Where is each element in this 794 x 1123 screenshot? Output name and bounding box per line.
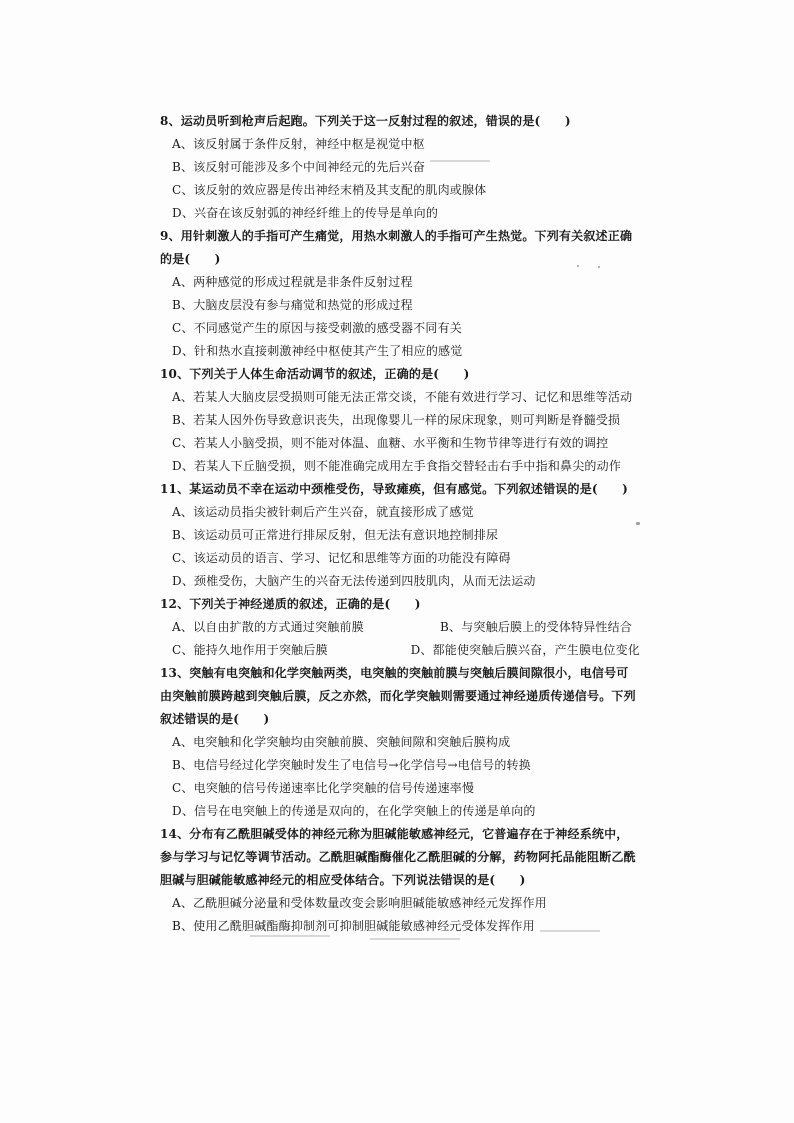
scan-smudge	[540, 930, 600, 932]
option-c: C、能持久地作用于突触后膜	[172, 643, 328, 657]
question-12	[160, 593, 640, 662]
scan-smudge	[250, 935, 330, 937]
question-9	[160, 225, 640, 363]
option-d: D、若某人下丘脑受损，则不能准确完成用左手食指交替轻击右手中指和鼻尖的动作	[172, 459, 622, 473]
question-13	[160, 662, 640, 823]
option-b: B、与突触后膜上的受体特异性结合	[440, 620, 633, 634]
question-stem: 8、运动员听到枪声后起跑。下列关于这一反射过程的叙述，错误的是( )	[160, 114, 571, 128]
option-a: A、乙酰胆碱分泌量和受体数量改变会影响胆碱能敏感神经元发挥作用	[172, 896, 547, 910]
option-c: C、该反射的效应器是传出神经末梢及其支配的肌肉或腺体	[172, 183, 487, 197]
scan-speck	[598, 266, 600, 268]
option-a: A、若某人大脑皮层受损则可能无法正常交谈，不能有效进行学习、记忆和思维等活动	[172, 390, 633, 404]
option-row	[160, 639, 640, 662]
scan-smudge	[430, 160, 490, 162]
option-c: C、电突触的信号传递速率比化学突触的信号传递速率慢	[172, 781, 475, 795]
option-d: D、颈椎受伤，大脑产生的兴奋无法传递到四肢肌肉，从而无法运动	[172, 574, 536, 588]
option-c: C、若某人小脑受损，则不能对体温、血糖、水平衡和生物节律等进行有效的调控	[172, 436, 609, 450]
option-b: B、使用乙酰胆碱酯酶抑制剂可抑制胆碱能敏感神经元受体发挥作用	[172, 919, 535, 933]
option-a: A、该运动员指尖被针刺后产生兴奋，就直接形成了感觉	[172, 505, 474, 519]
question-stem: 13、突触有电突触和化学突触两类，电突触的突触前膜与突触后膜间隙很小，电信号可由突触前膜跨越到突触后膜，反之亦然，而化学突触则需要通过神经递质传递信号。下列叙述错误的是( )	[160, 666, 636, 726]
question-list	[160, 110, 640, 938]
option-b: B、大脑皮层没有参与痛觉和热觉的形成过程	[172, 298, 413, 312]
option-d: D、信号在电突触上的传递是双向的，在化学突触上的传递是单向的	[172, 804, 536, 818]
option-b: B、该反射可能涉及多个中间神经元的先后兴奋	[172, 160, 426, 174]
question-stem: 14、分布有乙酰胆碱受体的神经元称为胆碱能敏感神经元，它普遍存在于神经系统中，参与学习与记忆等调节活动。乙酰胆碱酯酶催化乙酰胆碱的分解，药物阿托品能阻断乙酰胆碱与胆碱能敏感神经元的相应受体结合。下列说法错误的是( )	[160, 827, 636, 887]
option-b: B、电信号经过化学突触时发生了电信号→化学信号→电信号的转换	[172, 758, 531, 772]
question-8	[160, 110, 640, 225]
option-d: D、针和热水直接刺激神经中枢使其产生了相应的感觉	[172, 344, 463, 358]
question-14	[160, 823, 640, 938]
option-b: B、该运动员可正常进行排尿反射，但无法有意识地控制排尿	[172, 528, 499, 542]
option-a: A、电突触和化学突触均由突触前膜、突触间隙和突触后膜构成	[172, 735, 511, 749]
option-row	[160, 616, 640, 639]
option-d: D、兴奋在该反射弧的神经纤维上的传导是单向的	[172, 206, 439, 220]
option-d: D、都能使突触后膜兴奋，产生膜电位变化	[410, 643, 640, 657]
option-b: B、若某人因外伤导致意识丧失，出现像婴儿一样的尿床现象，则可判断是脊髓受损	[172, 413, 621, 427]
scan-smudge	[370, 938, 460, 940]
question-stem: 9、用针刺激人的手指可产生痛觉，用热水刺激人的手指可产生热觉。下列有关叙述正确的是( )	[160, 229, 633, 266]
option-a: A、该反射属于条件反射，神经中枢是视觉中枢	[172, 137, 425, 151]
question-stem: 12、下列关于神经递质的叙述，正确的是( )	[160, 597, 421, 611]
option-c: C、不同感觉产生的原因与接受刺激的感受器不同有关	[172, 321, 462, 335]
scan-speck	[577, 265, 579, 267]
question-10	[160, 363, 640, 478]
question-stem: 11、某运动员不幸在运动中颈椎受伤，导致瘫痪，但有感觉。下列叙述错误的是( )	[160, 482, 629, 496]
question-11	[160, 478, 640, 593]
scan-speck	[636, 522, 640, 525]
option-a: A、以自由扩散的方式通过突触前膜	[172, 620, 364, 634]
option-a: A、两种感觉的形成过程就是非条件反射过程	[172, 275, 413, 289]
question-stem: 10、下列关于人体生命活动调节的叙述，正确的是( )	[160, 367, 470, 381]
option-c: C、该运动员的语言、学习、记忆和思维等方面的功能没有障碍	[172, 551, 511, 565]
